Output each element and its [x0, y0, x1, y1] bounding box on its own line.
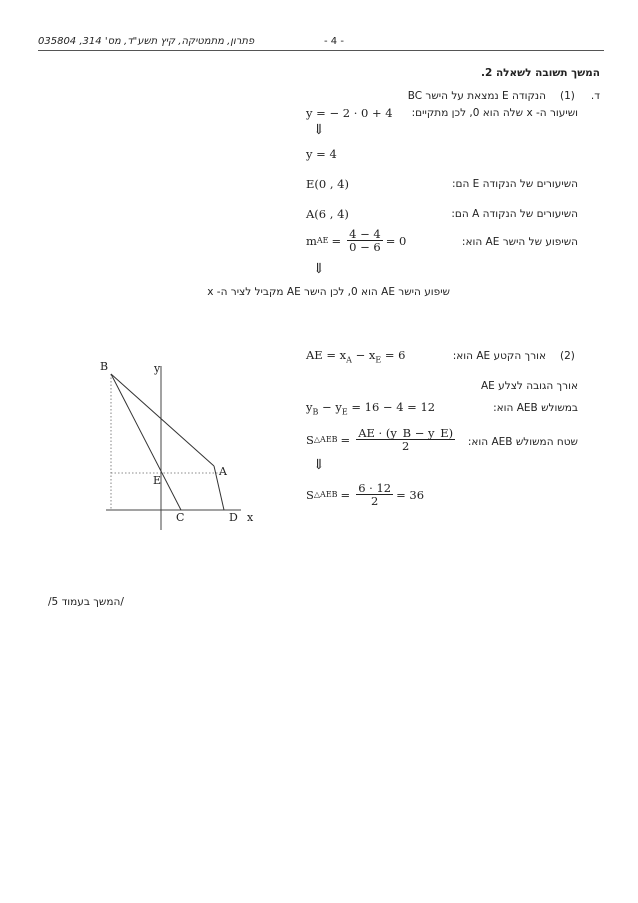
footer-continuation: /המשך בעמוד 5/ — [48, 596, 124, 608]
area2-rhs: = 36 — [396, 487, 425, 502]
area-lhs: S — [306, 432, 314, 447]
height-text-2: במשולש AEB הוא: — [493, 402, 578, 414]
line2-text: ושיעור ה- x שלה הוא 0, לכן מתקיים: — [411, 107, 578, 119]
sub1-number: (1) — [560, 90, 575, 102]
label-b: B — [100, 360, 109, 373]
area2-numerator: 6 · 12 — [358, 481, 392, 495]
label-x: x — [247, 511, 254, 524]
height-sub-e: E — [341, 407, 348, 417]
height-mid: − y — [318, 400, 342, 414]
label-a: A — [219, 465, 227, 478]
len-eq-mid: − x — [351, 348, 376, 362]
header-rule — [38, 50, 604, 51]
slope-equation: m AE = $\frac{4 - 4}{0 - 6}$ = 0 — [306, 227, 407, 254]
arrow-3: ⇓ — [313, 457, 325, 473]
height-sub-b: B — [312, 407, 319, 417]
slope-denominator: 0 − 6 — [349, 240, 381, 254]
slope-fraction — [347, 228, 383, 253]
label-d: D — [229, 511, 238, 524]
area2-lhs: S — [306, 487, 314, 502]
line7-text: שיפוע הישר AE הוא 0, לכן הישר AE מקביל לציר ה- x — [207, 286, 450, 298]
part-letter: ד. — [590, 90, 600, 102]
line2-eq: y = − 2 · 0 + 4 — [306, 106, 393, 120]
height-text-1: אורך הגובה לצלע AE — [480, 380, 578, 392]
slope-lhs: m — [306, 233, 317, 248]
line5-text: השיעורים של הנקודה A הם: — [451, 208, 578, 220]
len-eq — [306, 348, 405, 364]
height-rhs: = 16 − 4 = 12 — [347, 400, 436, 414]
line5-eq: A(6 , 4) — [306, 207, 349, 221]
area-text: שטח המשולש AEB הוא: — [467, 436, 578, 448]
area2-fraction — [356, 482, 393, 507]
line1-text: הנקודה E נמצאת על הישר BC — [407, 90, 546, 102]
area-equation: S △AEB = $\frac{AE \cdot (y\_B - y\_E)}{2}$ — [306, 426, 454, 453]
triangle-figure — [96, 358, 276, 533]
len-eq-lhs: AE = x — [306, 348, 347, 362]
area-fraction — [356, 427, 455, 452]
area-sub: △AEB — [313, 435, 338, 444]
label-e: E — [153, 474, 162, 487]
line-bc — [111, 374, 181, 510]
line4-text: השיעורים של הנקודה E הם: — [451, 178, 578, 190]
label-y: y — [154, 362, 161, 375]
sub2-number: (2) — [560, 350, 575, 362]
line-ba — [111, 374, 214, 466]
slope-sub: AE — [316, 236, 329, 245]
arrow-2: ⇓ — [313, 261, 325, 277]
line6-text: השיפוע של הישר AE הוא: — [461, 236, 578, 248]
arrow-1: ⇓ — [313, 122, 325, 138]
label-c: C — [176, 511, 185, 524]
area2-sub: △AEB — [313, 490, 338, 499]
area2-equation: S △AEB = $\frac{6 \cdot 12}{2}$ = 36 — [306, 481, 425, 508]
area-denominator: 2 — [401, 439, 410, 453]
slope-rhs: = 0 — [385, 233, 407, 248]
line4-eq: E(0 , 4) — [306, 177, 349, 191]
len-sub-a: A — [346, 355, 352, 365]
section-title: המשך תשובה לשאלה 2. — [481, 67, 600, 79]
len-sub-e: E — [375, 355, 382, 365]
header-course: פתרון, מתמטיקה, קיץ תשע"ד, מס' 314, 035804 — [38, 36, 255, 47]
height-eq — [306, 400, 435, 416]
len-eq-rhs: = 6 — [381, 348, 406, 362]
len-text: אורך הקטע AE הוא: — [452, 350, 546, 362]
area2-denominator: 2 — [370, 494, 379, 508]
slope-numerator: 4 − 4 — [349, 227, 381, 241]
header-page-number: - 4 - — [324, 36, 344, 47]
height-y1: y — [306, 400, 313, 414]
line3-eq: y = 4 — [306, 147, 337, 161]
area-numerator: AE · (y_B − y_E) — [358, 426, 454, 440]
